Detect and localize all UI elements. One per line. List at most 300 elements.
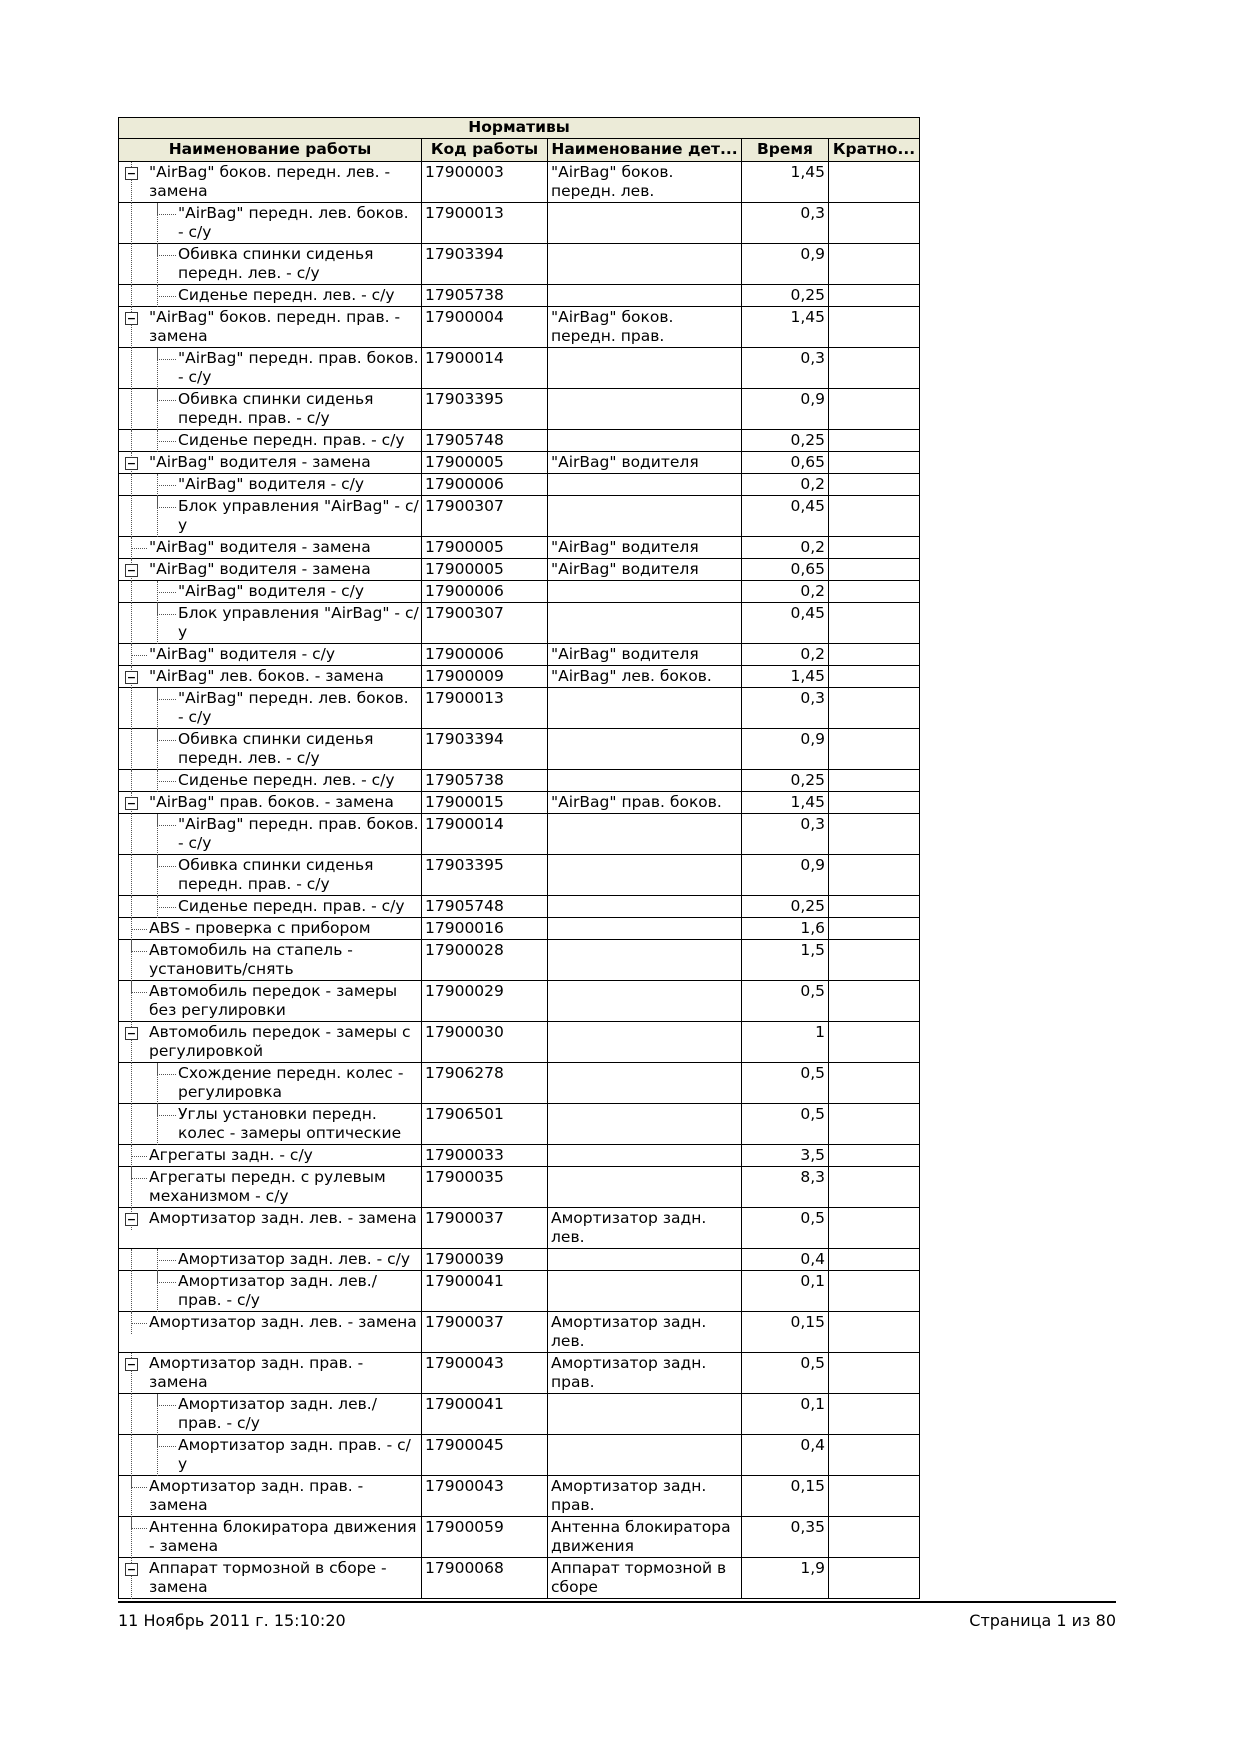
cell-work-code: 17905748 [422,430,548,452]
table-row[interactable] [119,1063,920,1104]
cell-multiplicity [829,1517,920,1558]
tree-guide [131,430,132,452]
collapse-minus-icon[interactable]: − [126,312,137,325]
table-row[interactable] [119,1394,920,1435]
table-row[interactable] [119,814,920,855]
tree-guide [131,688,132,729]
table-row[interactable] [119,581,920,603]
cell-time: 0,1 [742,1271,829,1312]
cell-part-name: Амортизатор задн. лев. [548,1312,742,1353]
cell-work-code: 17900009 [422,666,548,688]
tree-connector [157,203,176,215]
cell-multiplicity [829,1476,920,1517]
work-name-text: "AirBag" боков. передн. лев. - замена [149,163,391,200]
cell-work-name [119,981,422,1022]
cell-work-code: 17900014 [422,814,548,855]
tree-guide [131,244,132,285]
collapse-minus-icon[interactable]: − [126,671,137,684]
cell-multiplicity [829,1208,920,1249]
report-sheet [118,117,919,1599]
table-row[interactable] [119,855,920,896]
work-name-text: "AirBag" водителя - замена [149,538,371,556]
tree-connector [157,896,176,908]
cell-multiplicity [829,1063,920,1104]
tree-connector [157,348,176,360]
cell-part-name [548,603,742,644]
cell-part-name: "AirBag" водителя [548,537,742,559]
cell-part-name [548,1145,742,1167]
table-row[interactable] [119,644,920,666]
collapse-minus-icon[interactable]: − [126,1027,137,1040]
cell-multiplicity [829,1435,920,1476]
cell-work-name [119,1145,422,1167]
cell-multiplicity [829,770,920,792]
cell-multiplicity [829,1353,920,1394]
cell-time: 0,2 [742,644,829,666]
cell-time: 1,6 [742,918,829,940]
table-row[interactable] [119,1517,920,1558]
cell-work-code: 17900004 [422,307,548,348]
cell-part-name [548,729,742,770]
collapse-minus-icon[interactable]: − [126,797,137,810]
cell-work-code: 17906501 [422,1104,548,1145]
cell-part-name [548,203,742,244]
tree-connector [157,1435,176,1447]
collapse-minus-icon[interactable]: − [126,167,137,180]
cell-work-code: 17900037 [422,1312,548,1353]
table-row[interactable] [119,389,920,430]
cell-work-code: 17900028 [422,940,548,981]
cell-part-name: "AirBag" водителя [548,559,742,581]
column-header-name[interactable]: Наименование работы [119,139,422,162]
cell-work-name [119,1558,422,1599]
footer-page-number: Страница 1 из 80 [969,1611,1116,1630]
cell-work-code: 17900307 [422,496,548,537]
tree-guide [131,814,132,855]
cell-work-name [119,1435,422,1476]
cell-multiplicity [829,1394,920,1435]
table-row[interactable] [119,1435,920,1476]
cell-work-code: 17900014 [422,348,548,389]
tree-guide [131,1104,132,1145]
cell-work-code: 17900005 [422,537,548,559]
work-name-text: "AirBag" передн. прав. боков. - с/у [178,349,419,386]
table-row[interactable] [119,1271,920,1312]
cell-multiplicity [829,1558,920,1599]
cell-time: 0,5 [742,1353,829,1394]
cell-time: 1,5 [742,940,829,981]
cell-work-name [119,688,422,729]
cell-part-name [548,496,742,537]
cell-time: 0,3 [742,203,829,244]
cell-work-name [119,474,422,496]
work-name-text: "AirBag" боков. передн. прав. - замена [149,308,401,345]
cell-time: 0,15 [742,1312,829,1353]
cell-work-code: 17900006 [422,644,548,666]
work-name-text: Схождение передн. колес - регулировка [178,1064,404,1101]
table-row[interactable] [119,244,920,285]
work-name-text: Обивка спинки сиденья передн. прав. - с/у [178,390,374,427]
tree-connector [131,1517,147,1529]
cell-work-name [119,452,422,474]
work-name-text: Антенна блокиратора движения - замена [149,1518,417,1555]
table-row[interactable] [119,430,920,452]
cell-work-name [119,389,422,430]
work-name-text: Сиденье передн. лев. - с/у [178,771,395,789]
cell-work-code: 17905738 [422,285,548,307]
cell-part-name [548,855,742,896]
cell-time: 0,4 [742,1249,829,1271]
cell-time: 0,9 [742,855,829,896]
work-name-text: Амортизатор задн. лев. - с/у [178,1250,411,1268]
table-row[interactable] [119,603,920,644]
cell-work-code: 17900068 [422,1558,548,1599]
cell-work-code: 17903395 [422,389,548,430]
table-row[interactable] [119,307,920,348]
cell-work-code: 17900003 [422,162,548,203]
cell-multiplicity [829,430,920,452]
cell-work-name [119,1271,422,1312]
cell-work-name [119,244,422,285]
cell-work-code: 17903394 [422,244,548,285]
cell-work-code: 17900307 [422,603,548,644]
work-name-text: Сиденье передн. лев. - с/у [178,286,395,304]
tree-guide [131,603,132,644]
tree-connector [157,496,176,508]
cell-work-name [119,162,422,203]
table-row[interactable] [119,918,920,940]
cell-work-code: 17900015 [422,792,548,814]
cell-multiplicity [829,307,920,348]
tree-guide [131,389,132,430]
cell-work-name [119,581,422,603]
work-name-text: Амортизатор задн. прав. - с/у [178,1436,411,1473]
cell-work-name [119,644,422,666]
cell-part-name: Антенна блокиратора движения [548,1517,742,1558]
cell-multiplicity [829,1167,920,1208]
cell-work-code: 17900037 [422,1208,548,1249]
collapse-minus-icon[interactable]: − [126,1358,137,1371]
tree-guide [131,581,132,603]
work-name-text: "AirBag" водителя - с/у [149,645,336,663]
cell-time: 0,2 [742,474,829,496]
table-row[interactable] [119,688,920,729]
cell-work-name [119,307,422,348]
table-row[interactable] [119,1208,920,1249]
cell-time: 0,45 [742,496,829,537]
cell-work-name [119,729,422,770]
collapse-minus-icon[interactable]: − [126,564,137,577]
tree-connector [157,688,176,700]
cell-part-name: "AirBag" боков. передн. лев. [548,162,742,203]
cell-multiplicity [829,348,920,389]
cell-work-code: 17903394 [422,729,548,770]
work-name-text: Агрегаты передн. с рулевым механизмом - с/у [149,1168,386,1205]
cell-part-name [548,1249,742,1271]
tree-guide [131,1394,132,1435]
table-row[interactable] [119,1145,920,1167]
cell-work-name [119,1063,422,1104]
cell-work-code: 17900005 [422,559,548,581]
table-row[interactable] [119,1249,920,1271]
cell-multiplicity [829,203,920,244]
cell-part-name [548,389,742,430]
table-row[interactable] [119,474,920,496]
cell-work-code: 17900043 [422,1353,548,1394]
cell-time: 3,5 [742,1145,829,1167]
cell-multiplicity [829,896,920,918]
table-row[interactable] [119,452,920,474]
cell-time: 1,9 [742,1558,829,1599]
cell-work-code: 17900013 [422,688,548,729]
cell-part-name [548,285,742,307]
cell-multiplicity [829,452,920,474]
cell-work-name [119,1476,422,1517]
cell-multiplicity [829,918,920,940]
tree-connector [131,940,147,952]
cell-part-name [548,1063,742,1104]
cell-multiplicity [829,496,920,537]
cell-time: 0,1 [742,1394,829,1435]
cell-work-code: 17906278 [422,1063,548,1104]
collapse-minus-icon[interactable]: − [126,1213,137,1226]
tree-guide [131,348,132,389]
column-header-multiplicity[interactable]: Кратно... [829,139,920,162]
work-name-text: Амортизатор задн. лев./прав. - с/у [178,1272,377,1309]
cell-part-name: "AirBag" лев. боков. [548,666,742,688]
cell-part-name [548,430,742,452]
tree-connector [157,729,176,741]
norms-table [118,117,920,1599]
work-name-text: Углы установки передн. колес - замеры оптические [178,1105,402,1142]
cell-work-name [119,603,422,644]
tree-connector [157,581,176,593]
work-name-text: ABS - проверка с прибором [149,919,371,937]
cell-time: 0,4 [742,1435,829,1476]
cell-work-name [119,559,422,581]
cell-multiplicity [829,581,920,603]
cell-work-code: 17900013 [422,203,548,244]
cell-time: 0,25 [742,430,829,452]
cell-time: 0,9 [742,389,829,430]
cell-work-name [119,1353,422,1394]
cell-part-name [548,581,742,603]
cell-part-name [548,348,742,389]
tree-connector [157,1394,176,1406]
cell-time: 0,5 [742,1104,829,1145]
cell-time: 0,25 [742,770,829,792]
cell-work-code: 17900059 [422,1517,548,1558]
tree-guide [131,496,132,537]
cell-work-code: 17900041 [422,1271,548,1312]
work-name-text: Блок управления "AirBag" - с/у [178,497,419,534]
cell-work-code: 17900030 [422,1022,548,1063]
work-name-text: Агрегаты задн. - с/у [149,1146,313,1164]
collapse-minus-icon[interactable]: − [126,457,137,470]
table-row[interactable] [119,666,920,688]
cell-work-code: 17900039 [422,1249,548,1271]
work-name-text: "AirBag" водителя - замена [149,453,371,471]
work-name-text: Блок управления "AirBag" - с/у [178,604,419,641]
cell-work-name [119,430,422,452]
cell-multiplicity [829,666,920,688]
tree-connector [157,1104,176,1116]
cell-work-code: 17903395 [422,855,548,896]
work-name-text: "AirBag" прав. боков. - замена [149,793,394,811]
tree-connector [131,644,147,656]
cell-part-name: Амортизатор задн. прав. [548,1353,742,1394]
cell-time: 0,5 [742,1063,829,1104]
work-name-text: Автомобиль передок - замеры без регулировки [149,982,398,1019]
cell-work-name [119,666,422,688]
column-header-code[interactable]: Код работы [422,139,548,162]
cell-time: 0,25 [742,896,829,918]
cell-multiplicity [829,855,920,896]
cell-work-code: 17900033 [422,1145,548,1167]
tree-connector [157,770,176,782]
table-row[interactable] [119,348,920,389]
cell-multiplicity [829,981,920,1022]
table-row[interactable] [119,1476,920,1517]
cell-time: 0,2 [742,581,829,603]
cell-multiplicity [829,792,920,814]
table-row[interactable] [119,203,920,244]
cell-multiplicity [829,1249,920,1271]
cell-work-code: 17900045 [422,1435,548,1476]
table-row[interactable] [119,285,920,307]
table-row[interactable] [119,792,920,814]
tree-guide [131,285,132,307]
cell-work-code: 17905738 [422,770,548,792]
cell-time: 0,5 [742,981,829,1022]
cell-multiplicity [829,1145,920,1167]
tree-connector [131,1145,147,1157]
table-row[interactable] [119,1022,920,1063]
cell-multiplicity [829,1104,920,1145]
cell-work-name [119,814,422,855]
work-name-text: Обивка спинки сиденья передн. лев. - с/у [178,730,374,767]
work-name-text: Амортизатор задн. лев. - замена [149,1313,417,1331]
cell-multiplicity [829,644,920,666]
work-name-text: Сиденье передн. прав. - с/у [178,897,405,915]
tree-guide [131,729,132,770]
cell-work-name [119,1517,422,1558]
work-name-text: "AirBag" водителя - замена [149,560,371,578]
cell-work-code: 17900016 [422,918,548,940]
table-row[interactable] [119,162,920,203]
cell-work-code: 17900041 [422,1394,548,1435]
table-row[interactable] [119,1104,920,1145]
cell-multiplicity [829,1271,920,1312]
table-row[interactable] [119,896,920,918]
table-row[interactable] [119,940,920,981]
cell-part-name [548,1271,742,1312]
cell-multiplicity [829,537,920,559]
table-row[interactable] [119,770,920,792]
work-name-text: Амортизатор задн. прав. - замена [149,1477,364,1514]
cell-multiplicity [829,162,920,203]
tree-guide [131,203,132,244]
cell-work-name [119,855,422,896]
work-name-text: "AirBag" передн. лев. боков. - с/у [178,689,409,726]
work-name-text: Амортизатор задн. лев./прав. - с/у [178,1395,377,1432]
cell-time: 0,65 [742,452,829,474]
cell-work-code: 17900006 [422,474,548,496]
table-row[interactable] [119,981,920,1022]
cell-time: 0,15 [742,1476,829,1517]
cell-work-name [119,348,422,389]
cell-multiplicity [829,559,920,581]
cell-part-name: Аппарат тормозной в сборе [548,1558,742,1599]
cell-time: 1,45 [742,307,829,348]
work-name-text: "AirBag" лев. боков. - замена [149,667,384,685]
cell-part-name [548,940,742,981]
cell-multiplicity [829,688,920,729]
tree-connector [157,285,176,297]
tree-connector [131,1312,147,1324]
cell-work-name [119,537,422,559]
table-row[interactable] [119,537,920,559]
cell-work-name [119,896,422,918]
table-row[interactable] [119,729,920,770]
cell-work-name [119,1167,422,1208]
collapse-minus-icon[interactable]: − [126,1563,137,1576]
work-name-text: "AirBag" водителя - с/у [178,582,365,600]
tree-guide [131,1435,132,1476]
table-row[interactable] [119,1167,920,1208]
cell-time: 1,45 [742,792,829,814]
cell-time: 0,9 [742,244,829,285]
cell-work-code: 17900005 [422,452,548,474]
table-row[interactable] [119,1353,920,1394]
tree-connector [157,603,176,615]
table-title: Нормативы [119,118,920,139]
tree-connector [157,1271,176,1283]
tree-connector [157,430,176,442]
cell-part-name [548,1167,742,1208]
cell-multiplicity [829,389,920,430]
cell-work-name [119,1104,422,1145]
cell-part-name [548,244,742,285]
table-row[interactable] [119,496,920,537]
cell-part-name: "AirBag" боков. передн. прав. [548,307,742,348]
cell-work-name [119,792,422,814]
tree-guide [131,1063,132,1104]
table-row[interactable] [119,559,920,581]
work-name-text: Амортизатор задн. прав. - замена [149,1354,364,1391]
cell-work-name [119,1208,422,1249]
cell-multiplicity [829,729,920,770]
cell-work-code: 17900006 [422,581,548,603]
cell-work-code: 17905748 [422,896,548,918]
cell-work-name [119,1249,422,1271]
work-name-text: Автомобиль на стапель - установить/снять [149,941,353,978]
tree-connector [157,814,176,826]
column-header-part[interactable]: Наименование дет... [548,139,742,162]
column-header-time[interactable]: Время [742,139,829,162]
cell-time: 0,65 [742,559,829,581]
table-row[interactable] [119,1312,920,1353]
tree-connector [157,1063,176,1075]
table-row[interactable] [119,1558,920,1599]
cell-part-name: Амортизатор задн. прав. [548,1476,742,1517]
cell-part-name: Амортизатор задн. лев. [548,1208,742,1249]
cell-part-name [548,688,742,729]
tree-guide [131,1271,132,1312]
cell-work-name [119,496,422,537]
cell-part-name [548,981,742,1022]
work-name-text: Амортизатор задн. лев. - замена [149,1209,417,1227]
